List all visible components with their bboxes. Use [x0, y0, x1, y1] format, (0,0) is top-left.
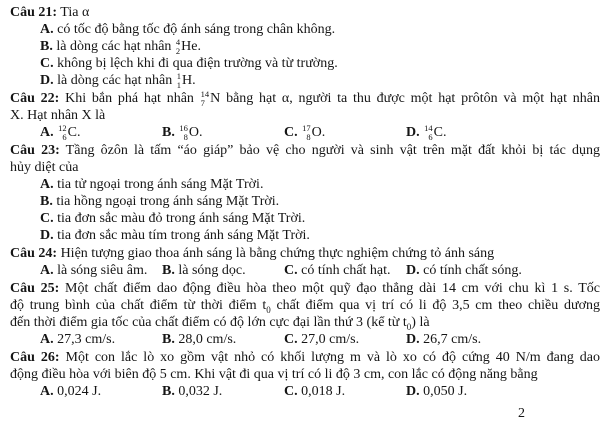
- question-22-options: [40, 124, 600, 141]
- stem-line: [10, 4, 600, 21]
- stem-text: Tầng ôzôn là tấm “áo giáp” bảo vệ cho người và sinh vật trên mặt đất khỏi bị tác dụng: [59, 143, 600, 158]
- question-23-options: [10, 176, 600, 244]
- question-number: Câu 25:: [10, 281, 60, 296]
- stem-line: độ trung bình của chất điểm từ thời điểm $t_0$ chất điểm qua vị trí có li độ 3,5 cm theo chiều dương: [10, 298, 600, 315]
- question-21-stem: [10, 4, 600, 21]
- stem-line: X. Hạt nhân X là: [10, 108, 106, 123]
- stem-line: [10, 142, 600, 159]
- option-text: 16 8 O.: [179, 123, 203, 142]
- option-label: C.: [284, 263, 298, 278]
- option-label: D.: [406, 384, 420, 399]
- option-label: C.: [284, 332, 298, 347]
- option-label: B.: [162, 384, 175, 399]
- option-text: là dòng các hạt nhân 4 2 He.: [52, 37, 201, 56]
- option-label: A.: [40, 22, 54, 37]
- option-text: là dòng các hạt nhân 1 1 H.: [53, 71, 196, 90]
- option-label: D.: [40, 73, 54, 88]
- option-text: 12 6 C.: [58, 123, 81, 142]
- stem-text: Khi bắn phá hạt nhân 14 7 N bằng hạt α, người ta thu được một hạt prôtôn và một hạt nhân: [59, 89, 600, 108]
- stem-line: [10, 245, 600, 262]
- option-a: [40, 331, 162, 348]
- option-text: tia đơn sắc màu tím trong ánh sáng Mặt Trời.: [53, 228, 310, 243]
- question-22-stem: [10, 90, 600, 124]
- option-label: D.: [406, 263, 420, 278]
- option-label: B.: [40, 194, 53, 209]
- question-26: [10, 349, 600, 400]
- option-label: A.: [40, 177, 54, 192]
- question-23: [10, 142, 600, 244]
- stem-text: Một con lắc lò xo gồm vật nhỏ có khối lượng m và lò xo có độ cứng 40 N/m đang dao: [59, 350, 601, 365]
- option-text: 26,7 cm/s.: [419, 332, 482, 347]
- option-a: [40, 383, 162, 400]
- option-text: 0,032 J.: [174, 384, 223, 399]
- page-number: 2: [518, 406, 525, 421]
- stem-text: Hiện tượng giao thoa ánh sáng là bằng chứng thực nghiệm chứng tỏ ánh sáng: [57, 246, 495, 261]
- question-21: [10, 4, 600, 89]
- option-c: [284, 124, 406, 141]
- question-number: Câu 26:: [10, 350, 60, 365]
- option-text: 0,018 J.: [297, 384, 346, 399]
- option-label: C.: [40, 211, 54, 226]
- option-label: A.: [40, 125, 54, 140]
- option-text: có tính chất hạt.: [297, 263, 391, 278]
- option-text: 28,0 cm/s.: [174, 332, 237, 347]
- option-label: C.: [284, 125, 298, 140]
- option-b: [162, 262, 284, 279]
- option-text: tia tử ngoại trong ánh sáng Mặt Trời.: [53, 177, 264, 192]
- option-text: 0,024 J.: [53, 384, 102, 399]
- question-22: [10, 90, 600, 141]
- stem-line: [10, 90, 600, 107]
- option-c: [284, 262, 406, 279]
- option-label: D.: [40, 228, 54, 243]
- option-b: [162, 124, 284, 141]
- option-d: [406, 331, 600, 348]
- option-c: [284, 331, 406, 348]
- option-text: 14 6 C.: [424, 123, 447, 142]
- option-text: là sóng dọc.: [174, 263, 246, 278]
- option-text: 27,0 cm/s.: [297, 332, 360, 347]
- stem-text: Tia α: [57, 5, 90, 20]
- option-c: [10, 55, 600, 72]
- question-26-options: [40, 383, 600, 400]
- question-24-stem: [10, 245, 600, 262]
- option-a: [10, 21, 600, 38]
- stem-text: Một chất điểm dao động điều hòa theo một quỹ đạo thẳng dài 14 cm với chu kì 1 s. Tốc: [59, 281, 600, 296]
- question-25-options: [40, 331, 600, 348]
- option-text: có tính chất sóng.: [419, 263, 522, 278]
- question-25-stem: [10, 280, 600, 331]
- option-text: 0,050 J.: [419, 384, 468, 399]
- question-24: [10, 245, 600, 279]
- nuclide-notation: 14 7 N: [200, 89, 221, 108]
- option-a: [40, 262, 162, 279]
- option-label: C.: [40, 56, 54, 71]
- question-24-options: [40, 262, 600, 279]
- option-label: B.: [162, 332, 175, 347]
- option-b: [10, 193, 600, 210]
- option-text: 27,3 cm/s.: [53, 332, 116, 347]
- nuclide-notation: 14 6 C: [424, 123, 443, 142]
- question-number: Câu 23:: [10, 143, 60, 158]
- stem-line: [10, 349, 600, 366]
- option-label: B.: [162, 263, 175, 278]
- question-number: Câu 24:: [10, 246, 58, 261]
- question-26-stem: [10, 349, 600, 383]
- nuclide-notation: 17 8 O: [302, 123, 322, 142]
- option-text: là sóng siêu âm.: [53, 263, 148, 278]
- option-text: không bị lệch khi đi qua điện trường và từ trường.: [53, 56, 338, 71]
- option-d: [10, 227, 600, 244]
- nuclide-notation: 12 6 C: [58, 123, 77, 142]
- stem-line: đến thời điểm gia tốc của chất điểm có độ lớn cực đại lần thứ 3 (kể từ $t_0$) là: [10, 315, 430, 332]
- option-b: [10, 38, 600, 55]
- option-label: A.: [40, 332, 54, 347]
- nuclide-notation: 4 2 He: [175, 37, 198, 56]
- page-footer: [10, 405, 600, 422]
- option-a: [10, 176, 600, 193]
- option-label: A.: [40, 384, 54, 399]
- stem-line: [10, 280, 600, 297]
- question-21-options: [10, 21, 600, 89]
- option-b: [162, 383, 284, 400]
- question-number: Câu 21:: [10, 5, 58, 20]
- option-c: [10, 210, 600, 227]
- option-a: [40, 124, 162, 141]
- option-label: D.: [406, 125, 420, 140]
- option-label: C.: [284, 384, 298, 399]
- option-d: [406, 383, 600, 400]
- option-d: [406, 124, 600, 141]
- option-c: [284, 383, 406, 400]
- question-25: [10, 280, 600, 348]
- option-text: tia đơn sắc màu đỏ trong ánh sáng Mặt Trời.: [53, 211, 306, 226]
- option-b: [162, 331, 284, 348]
- question-23-stem: [10, 142, 600, 176]
- option-label: A.: [40, 263, 54, 278]
- option-label: B.: [162, 125, 175, 140]
- option-label: B.: [40, 39, 53, 54]
- option-label: D.: [406, 332, 420, 347]
- stem-line: hủy diệt của: [10, 160, 79, 175]
- option-text: 17 8 O.: [302, 123, 326, 142]
- question-number: Câu 22:: [10, 91, 60, 106]
- nuclide-notation: 16 8 O: [179, 123, 199, 142]
- option-text: có tốc độ bằng tốc độ ánh sáng trong chân không.: [53, 22, 336, 37]
- option-d: [10, 72, 600, 89]
- option-d: [406, 262, 600, 279]
- option-text: tia hồng ngoại trong ánh sáng Mặt Trời.: [52, 194, 280, 209]
- stem-line: động điều hòa với biên độ 5 cm. Khi vật đi qua vị trí có li độ 3 cm, con lắc có động năng bằng: [10, 367, 538, 382]
- nuclide-notation: 1 1 H: [176, 71, 193, 90]
